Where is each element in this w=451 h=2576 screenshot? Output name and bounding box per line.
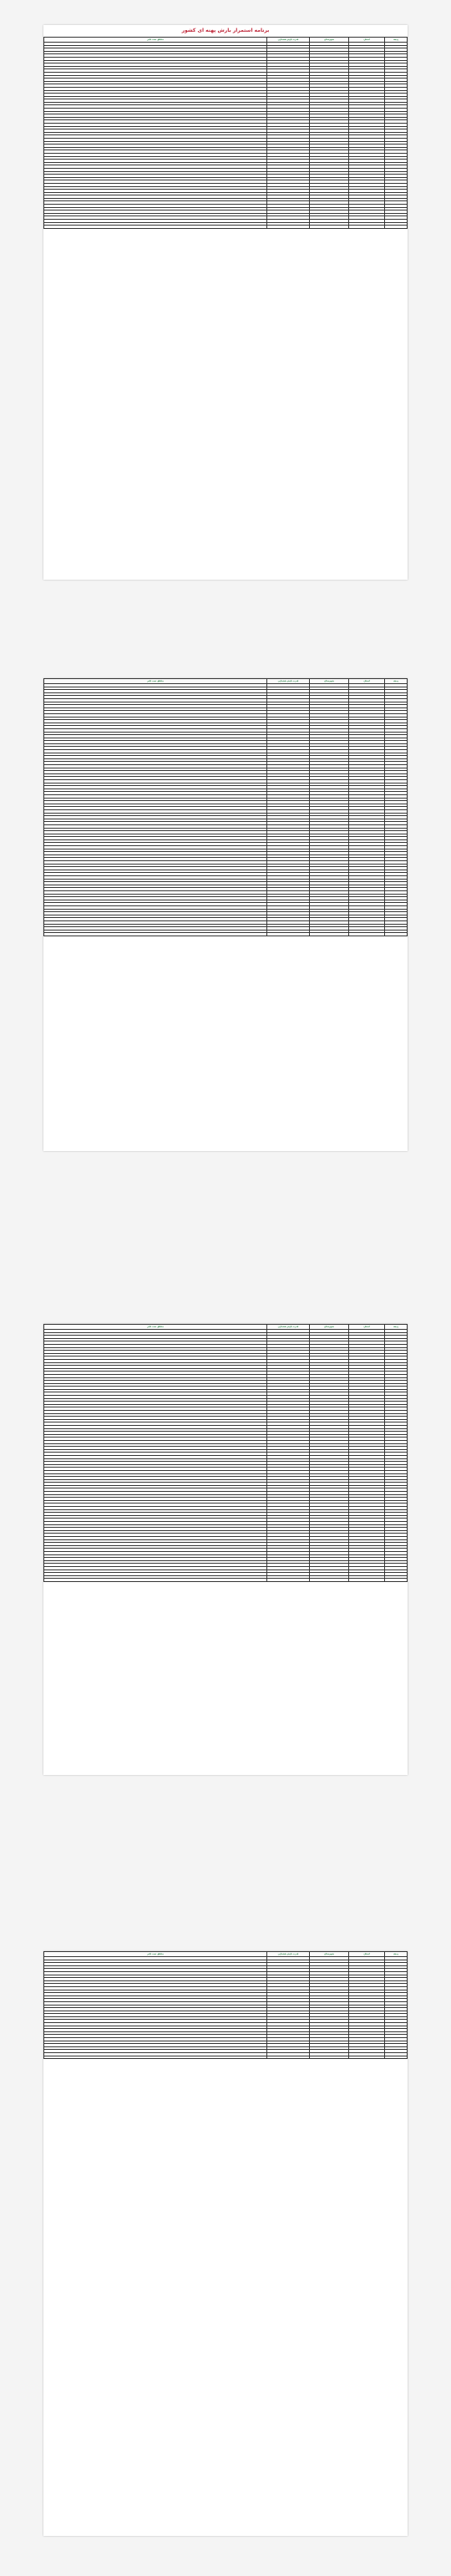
table-cell	[310, 933, 349, 936]
table-cell	[310, 2056, 349, 2059]
table-row	[44, 933, 408, 936]
page-3	[43, 1324, 408, 1775]
table-body	[44, 1330, 408, 1582]
table-cell	[267, 933, 310, 936]
header-intensity: قدرت بارش هشداری	[267, 1325, 310, 1330]
table-cell	[349, 226, 385, 229]
data-table	[43, 37, 408, 229]
table-cell	[44, 2056, 267, 2059]
table-cell	[349, 1579, 385, 1582]
header-city: شهرستان	[310, 1325, 349, 1330]
page-title: برنامه استمرار بارش پهنه ای کشور	[181, 28, 270, 33]
header-row-number: ردیف	[385, 1325, 408, 1330]
header-city: شهرستان	[310, 679, 349, 684]
table-row	[44, 226, 408, 229]
table-cell	[385, 933, 408, 936]
table-cell	[310, 226, 349, 229]
table-body	[44, 684, 408, 936]
header-province: استان	[349, 1325, 385, 1330]
table-cell	[267, 1579, 310, 1582]
table-row	[44, 1579, 408, 1582]
page-4	[43, 1951, 408, 2536]
table-cell	[385, 1579, 408, 1582]
header-city: شهرستان	[310, 1952, 349, 1957]
header-row-number: ردیف	[385, 38, 408, 43]
table-cell	[44, 226, 267, 229]
data-table	[43, 678, 408, 936]
table-cell	[349, 2056, 385, 2059]
header-province: استان	[349, 38, 385, 43]
table-cell	[44, 1579, 267, 1582]
table-cell	[385, 226, 408, 229]
header-province: استان	[349, 1952, 385, 1957]
header-province: استان	[349, 679, 385, 684]
table-cell	[267, 2056, 310, 2059]
header-areas: مناطق تحت تاثیر	[44, 1325, 267, 1330]
table-body	[44, 43, 408, 229]
data-table	[43, 1324, 408, 1582]
header-row-number: ردیف	[385, 1952, 408, 1957]
header-intensity: قدرت بارش هشداری	[267, 1952, 310, 1957]
header-areas: مناطق تحت تاثیر	[44, 679, 267, 684]
table-cell	[44, 933, 267, 936]
table-cell	[385, 2056, 408, 2059]
header-intensity: قدرت بارش هشداری	[267, 38, 310, 43]
header-intensity: قدرت بارش هشداری	[267, 679, 310, 684]
table-row	[44, 2056, 408, 2059]
table-cell	[349, 933, 385, 936]
table-body	[44, 1957, 408, 2059]
page-2	[43, 678, 408, 1151]
page-1	[43, 25, 408, 580]
data-table	[43, 1951, 408, 2059]
header-areas: مناطق تحت تاثیر	[44, 38, 267, 43]
header-areas: مناطق تحت تاثیر	[44, 1952, 267, 1957]
header-row-number: ردیف	[385, 679, 408, 684]
header-city: شهرستان	[310, 38, 349, 43]
table-cell	[310, 1579, 349, 1582]
table-cell	[267, 226, 310, 229]
